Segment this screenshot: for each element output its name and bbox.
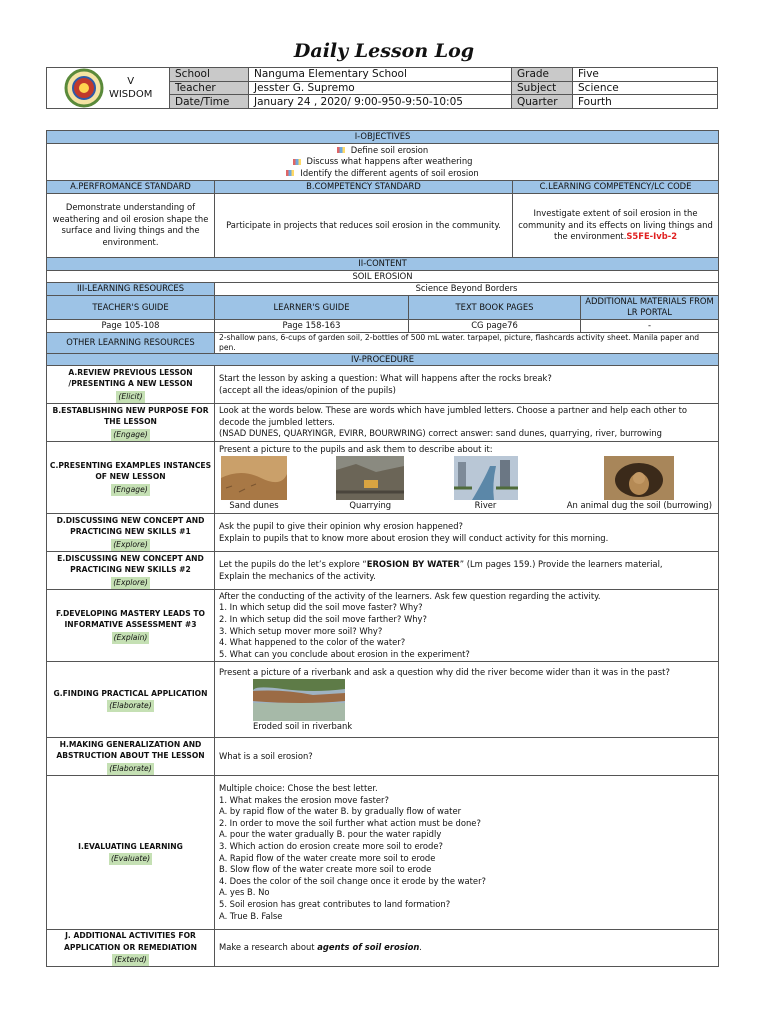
objective-item: Identify the different agents of soil erosion [300,167,479,178]
step-f-content: After the conducting of the activity of the learners. Ask few question regarding the activity. 1. In which setup did the soil move faster? Why? 2. In which setup did the soil move farther? Why? 3. Which setup mover more soil? Why? 4. What happened to the color of the water? 5. What can you conclude about erosion in the experiment? [215,590,719,662]
step-c-label: C.PRESENTING EXAMPLES INSTANCES OF NEW LESSON (Engage) [47,442,215,514]
competency-standard-text: Participate in projects that reduces soil erosion in the community. [215,193,513,257]
lc-code: S5FE-Ivb-2 [626,231,678,242]
phase-badge: (Explore) [113,577,148,587]
learning-competency-label: C.LEARNING COMPETENCY/LC CODE [513,181,719,194]
performance-standard-text: Demonstrate understanding of weathering and oil erosion shape the surface and living things and the environment. [47,193,215,257]
teachers-guide-value: Page 105-108 [47,319,215,332]
content-topic: SOIL EROSION [47,270,719,283]
section-label: WISDOM [108,89,153,100]
step-d-label: D.DISCUSSING NEW CONCEPT AND PRACTICING NEW SKILLS #1 (Explore) [47,514,215,552]
header-table [46,67,718,109]
quarter-label: Quarter [512,95,573,109]
grade-section-cell [47,68,170,109]
bullet-icon [337,147,345,153]
phase-badge: (Elicit) [118,391,143,401]
objectives-heading: I-OBJECTIVES [47,131,719,144]
school-value: Nanguma Elementary School [249,68,512,82]
step-f-label: F.DEVELOPING MASTERY LEADS TO INFORMATIVE ASSESSMENT #3 (Explain) [47,590,215,662]
school-label: School [170,68,249,82]
step-j-content: Make a research about agents of soil erosion. [215,930,719,967]
teacher-label: Teacher [170,81,249,95]
bullet-icon [286,170,294,176]
additional-materials-value: - [581,319,719,332]
step-b-label: B.ESTABLISHING NEW PURPOSE FOR THE LESSON (Engage) [47,404,215,442]
quarrying-picture: Quarrying [336,456,404,511]
step-d-content: Ask the pupil to give their opinion why erosion happened? Explain to pupils that to know more about erosion they will conduct activity for this morning. [215,514,719,552]
performance-standard-label: A.PERFROMANCE STANDARD [47,181,215,194]
step-b-content: Look at the words below. These are words which have jumbled letters. Choose a partner and help each other to decode the jumbled letters. (NSAD DUNES, QUARYINGR, EVIRR, BOURWRING) correct answer: sand dunes, quarrying, river, burrowing [215,404,719,442]
grade-label: Grade [512,68,573,82]
phase-badge: (Elaborate) [109,763,152,773]
phase-badge: (Engage) [113,484,148,494]
additional-materials-label: ADDITIONAL MATERIALS FROM LR PORTAL [581,295,719,319]
step-h-content: What is a soil erosion? [215,738,719,776]
step-g-label: G.FINDING PRACTICAL APPLICATION (Elaborate) [47,662,215,738]
learners-guide-label: LEARNER'S GUIDE [215,295,409,319]
textbook-pages-value: CG page76 [409,319,581,332]
school-seal-icon [64,68,104,108]
river-picture: River [454,456,518,511]
other-resources-text: 2-shallow pans, 6-cups of garden soil, 2-bottles of 500 mL water. tarpapel, picture, flashcards activity sheet. Manila paper and pen. [215,332,719,353]
resources-source: Science Beyond Borders [215,283,719,296]
activity-title: EROSION BY WATER [366,559,460,570]
teachers-guide-label: TEACHER'S GUIDE [47,295,215,319]
quarter-value: Fourth [573,95,718,109]
date-label: Date/Time [170,95,249,109]
step-a-label: A.REVIEW PREVIOUS LESSON /PRESENTING A NEW LESSON (Elicit) [47,366,215,404]
step-c-content: Present a picture to the pupils and ask them to describe about it: Sand dunes Quarrying River An animal dug the soil (burrowing) [215,442,719,514]
competency-standard-label: B.COMPETENCY STANDARD [215,181,513,194]
step-e-label: E.DISCUSSING NEW CONCEPT AND PRACTICING NEW SKILLS #2 (Explore) [47,552,215,590]
step-a-content: Start the lesson by asking a question: What will happens after the rocks break? (accept all the ideas/opinion of the pupils) [215,366,719,404]
grade-value: Five [573,68,718,82]
step-j-label: J. ADDITIONAL ACTIVITIES FOR APPLICATION OR REMEDIATION (Extend) [47,930,215,967]
step-i-content: Multiple choice: Chose the best letter. 1. What makes the erosion move faster? A. by rapid flow of the water B. by gradually flow of water 2. In order to move the soil further what action must be done? A. pour the water gradually B. pour the water rapidly 3. Which action do erosion create more soil to erode? A. Rapid flow of the water create more soil to erode B. Slow flow of the water create more soil to erode 4. Does the color of the soil change once it erode by the water? A. yes B. No 5. Soil erosion has great contributes to land formation? A. True B. False [215,776,719,930]
date-value: January 24 , 2020/ 9:00-950-9:50-10:05 [249,95,512,109]
riverbank-picture: Eroded soil in riverbank [219,679,714,732]
bullet-icon [293,159,301,165]
learners-guide-value: Page 158-163 [215,319,409,332]
subject-value: Science [573,81,718,95]
grade-label: V [127,76,135,87]
phase-badge: (Elaborate) [109,701,152,711]
objective-item: Define soil erosion [350,144,429,155]
step-e-content: Let the pupils do the let’s explore “EROSION BY WATER” (Lm pages 159.) Provide the learners material, Explain the mechanics of the activity. [215,552,719,590]
other-resources-label: OTHER LEARNING RESOURCES [47,332,215,353]
sand-dunes-picture: Sand dunes [221,456,287,511]
resources-heading: III-LEARNING RESOURCES [47,283,215,296]
page-title: Daily Lesson Log [293,40,475,62]
learning-competency-text: Investigate extent of soil erosion in the community and its effects on living things and the environment.S5FE-Ivb-2 [513,193,719,257]
subject-label: Subject [512,81,573,95]
phase-badge: (Explore) [113,539,148,549]
objectives-list [47,143,719,181]
burrowing-picture: An animal dug the soil (burrowing) [567,456,712,511]
content-heading: II-CONTENT [47,257,719,270]
phase-badge: (Evaluate) [110,854,151,864]
phase-badge: (Explain) [113,632,148,642]
phase-badge: (Extend) [114,955,147,965]
lesson-table [46,130,719,967]
step-h-label: H.MAKING GENERALIZATION AND ABSTRUCTION ABOUT THE LESSON (Elaborate) [47,738,215,776]
step-i-label: I.EVALUATING LEARNING (Evaluate) [47,776,215,930]
research-topic: agents of soil erosion [317,942,420,953]
teacher-value: Jesster G. Supremo [249,81,512,95]
step-g-content: Present a picture of a riverbank and ask a question why did the river become wider than it was in the past? Eroded soil in riverbank [215,662,719,738]
textbook-pages-label: TEXT BOOK PAGES [409,295,581,319]
procedure-heading: IV-PROCEDURE [47,353,719,366]
phase-badge: (Engage) [113,429,148,439]
objective-item: Discuss what happens after weathering [306,156,473,167]
